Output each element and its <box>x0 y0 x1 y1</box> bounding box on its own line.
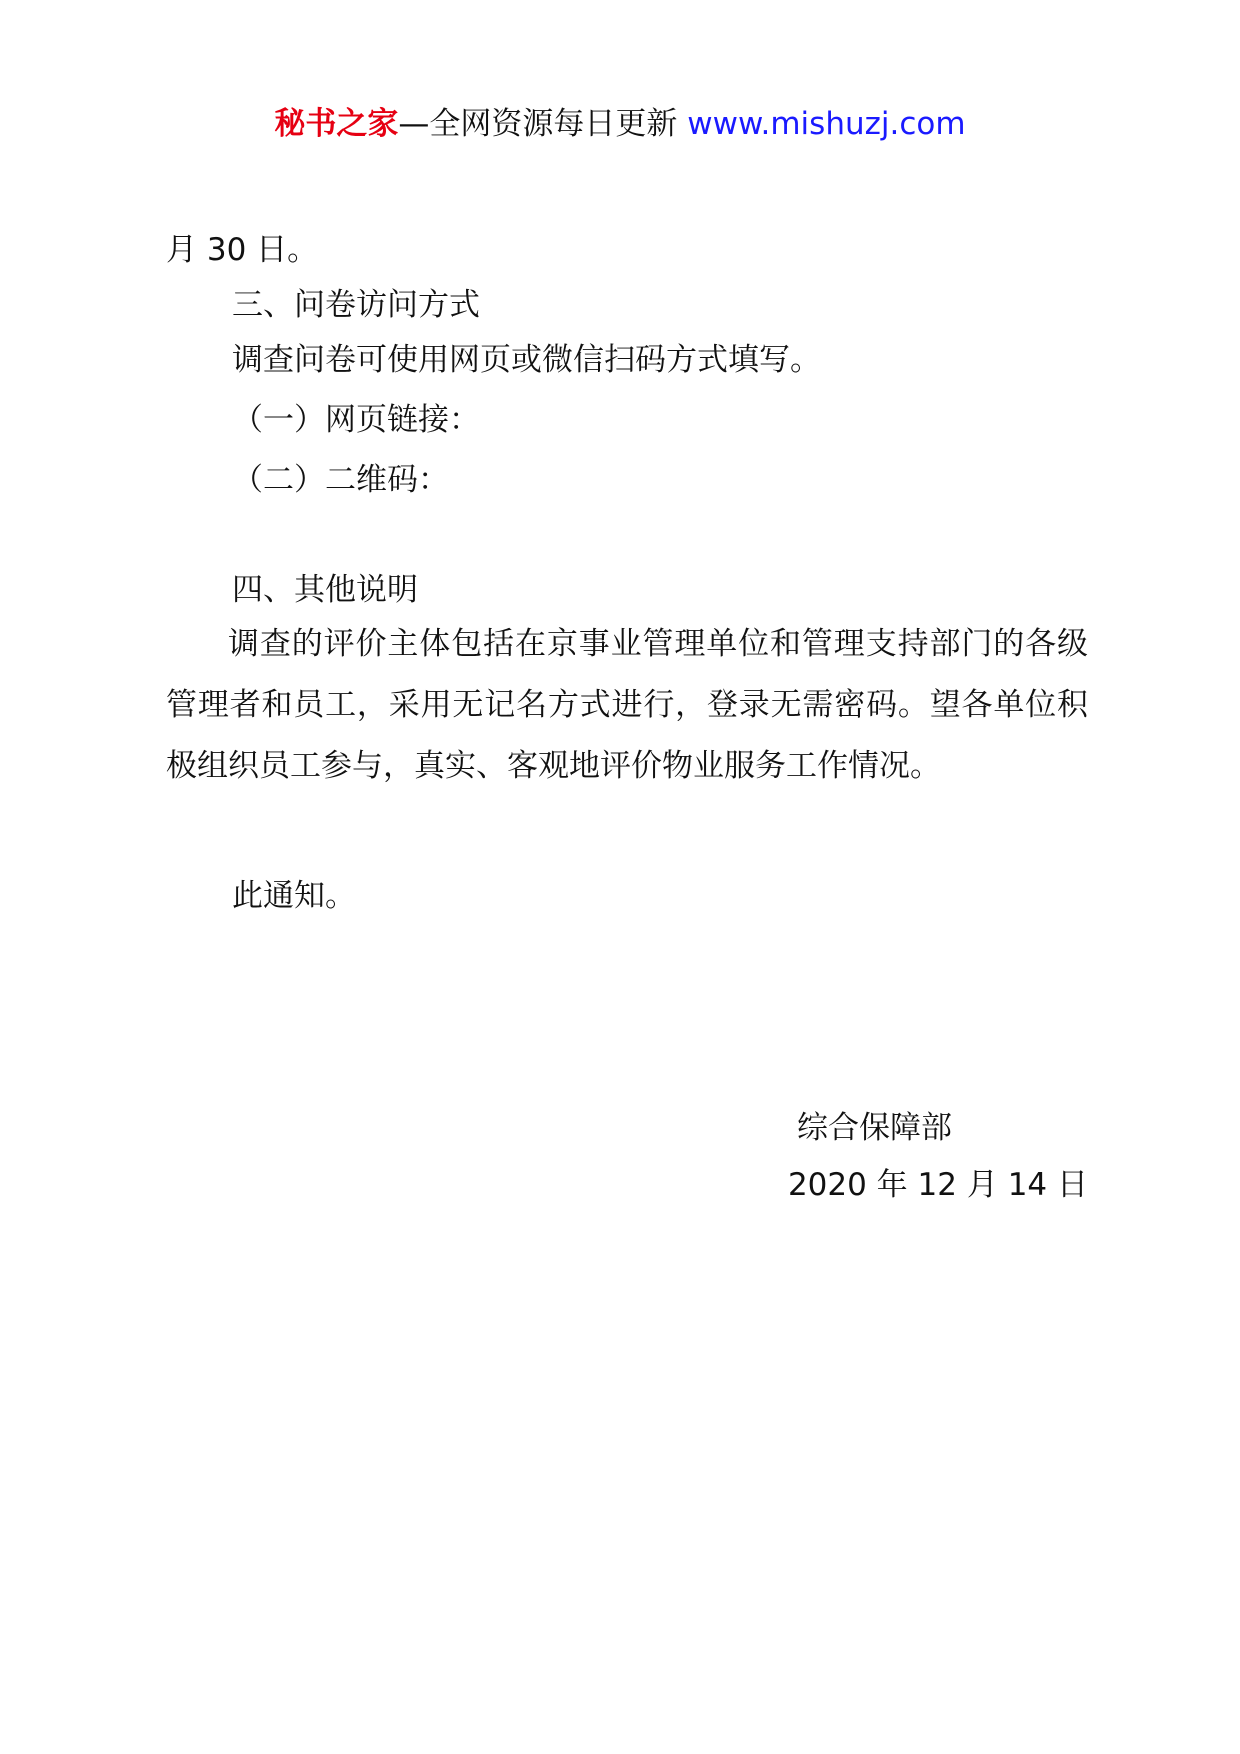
signature-department: 综合保障部 <box>797 1110 952 1146</box>
watermark-header <box>0 100 1240 148</box>
header-tagline: —全网资源每日更新 <box>398 106 678 142</box>
section-3-text: 调查问卷可使用网页或微信扫码方式填写。 <box>232 342 821 378</box>
signature-date: 2020 年 12 月 14 日 <box>787 1167 1088 1203</box>
section-4-heading: 四、其他说明 <box>232 572 418 608</box>
section-4-paragraph: 调查的评价主体包括在京事业管理单位和管理支持部门的各级管理者和员工，采用无记名方式进行，登录无需密码。望各单位积极组织员工参与，真实、客观地评价物业服务工作情况。 <box>166 626 1088 784</box>
brand-name: 秘书之家 <box>274 106 399 142</box>
closing-line: 此通知。 <box>232 878 356 914</box>
site-url-link[interactable]: www.mishuzj.com <box>687 106 966 142</box>
section-3-heading: 三、问卷访问方式 <box>232 287 480 323</box>
item-web-link: （一）网页链接： <box>232 402 480 438</box>
item-qr-code: （二）二维码： <box>232 462 449 498</box>
date-continuation-line: 月 30 日。 <box>166 232 319 268</box>
